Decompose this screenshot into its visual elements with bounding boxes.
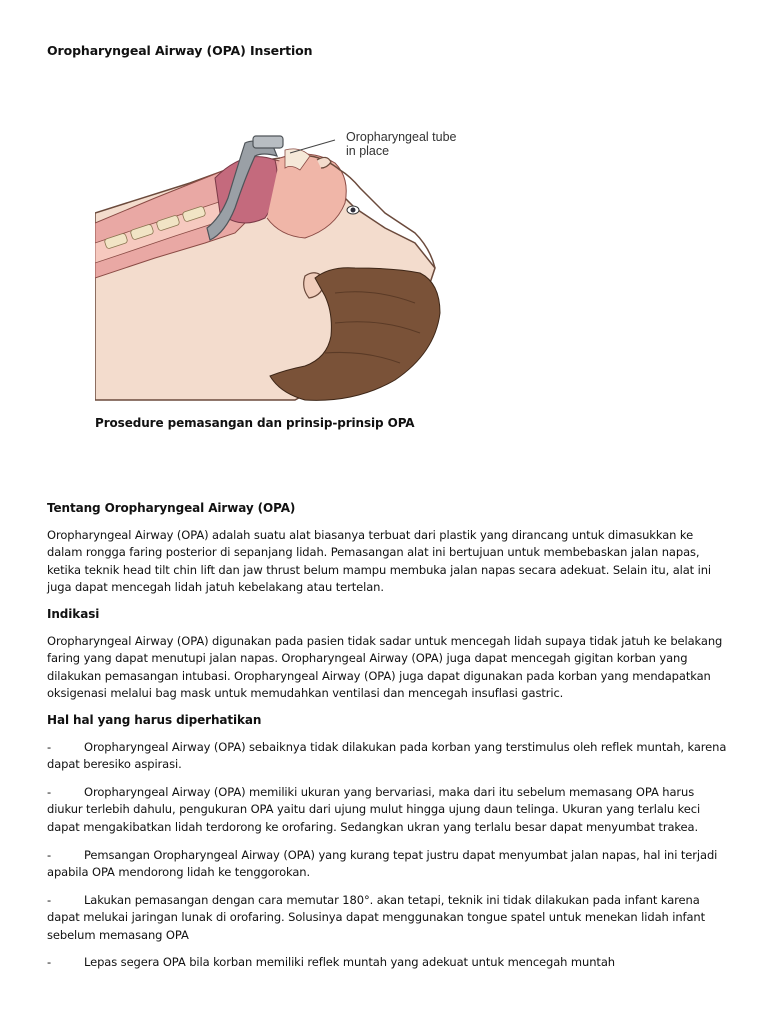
figure-caption: Prosedure pemasangan dan prinsip-prinsip OPA — [95, 416, 415, 430]
list-dash: - — [47, 892, 52, 907]
list-item — [47, 784, 727, 837]
list-item — [47, 847, 727, 882]
figure-label-line2: in place — [346, 144, 390, 158]
about-paragraph: Oropharyngeal Airway (OPA) adalah suatu alat biasanya terbuat dari plastik yang dirancang untuk dimasukkan ke dalam rongga faring posterior di sepanjang lidah. Pemasangan alat ini bertujuan untuk membebaskan jalan napas, ketika teknik head tilt chin lift dan jaw thrust belum mampu membuka jalan napas secara adekuat. Selain itu, alat ini juga dapat mencegah lidah jatuh kebelakang atau tertelan. — [47, 527, 712, 595]
opa-illustration — [95, 118, 470, 403]
list-dash: - — [47, 739, 52, 754]
indications-paragraph: Oropharyngeal Airway (OPA) digunakan pada pasien tidak sadar untuk mencegah lidah supaya tidak jatuh ke belakang faring yang dapat menutupi jalan napas. Oropharyngeal Airway (OPA) juga dapat mencegah gigitan korban yang dilakukan pemasangan intubasi. Oropharyngeal Airway (OPA) juga dapat digunakan pada korban yang mendapatkan oksigenasi melalui bag mask untuk memudahkan ventilasi dan mencegah insuflasi gastric. — [47, 633, 723, 701]
list-item-text: Oropharyngeal Airway (OPA) memiliki ukuran yang bervariasi, maka dari itu sebelum memasang OPA harus diukur terlebih dahulu, pengukuran OPA yaitu dari ujung mulut hingga ujung daun telinga. Ukuran yang terlalu keci dapat mengakibatkan lidah terdorong ke orofaring. Sedangkan ukran yang terlalu besar dapat menyumbat trakea. — [47, 784, 701, 834]
page-title: Oropharyngeal Airway (OPA) Insertion — [47, 43, 313, 58]
list-item-text: Lakukan pemasangan dengan cara memutar 180°. akan tetapi, teknik ini tidak dilakukan pada infant karena dapat melukai jaringan lunak di orofaring. Solusinya dapat menggunakan tongue spatel untuk menekan lidah infant sebelum memasang OPA — [47, 892, 706, 942]
notes-heading: Hal hal yang harus diperhatikan — [47, 712, 262, 727]
list-dash: - — [47, 955, 52, 970]
figure-label-line1: Oropharyngeal tube — [346, 130, 457, 144]
opa-illustration-drawing — [95, 118, 470, 403]
list-item-text: Oropharyngeal Airway (OPA) sebaiknya tidak dilakukan pada korban yang terstimulus oleh reflek muntah, karena dapat beresiko aspirasi. — [47, 739, 727, 772]
list-dash: - — [47, 784, 52, 799]
list-item-text: Pemsangan Oropharyngeal Airway (OPA) yang kurang tepat justru dapat menyumbat jalan napas, hal ini terjadi apabila OPA mendorong lidah ke tenggorokan. — [47, 847, 718, 880]
list-dash: - — [47, 847, 52, 862]
list-item — [47, 739, 727, 774]
list-item — [47, 892, 727, 945]
list-item-text: Lepas segera OPA bila korban memiliki reflek muntah yang adekuat untuk mencegah muntah — [84, 955, 615, 970]
indications-heading: Indikasi — [47, 606, 100, 621]
about-heading: Tentang Oropharyngeal Airway (OPA) — [47, 501, 296, 515]
document-body — [47, 500, 727, 982]
list-item — [47, 954, 727, 972]
